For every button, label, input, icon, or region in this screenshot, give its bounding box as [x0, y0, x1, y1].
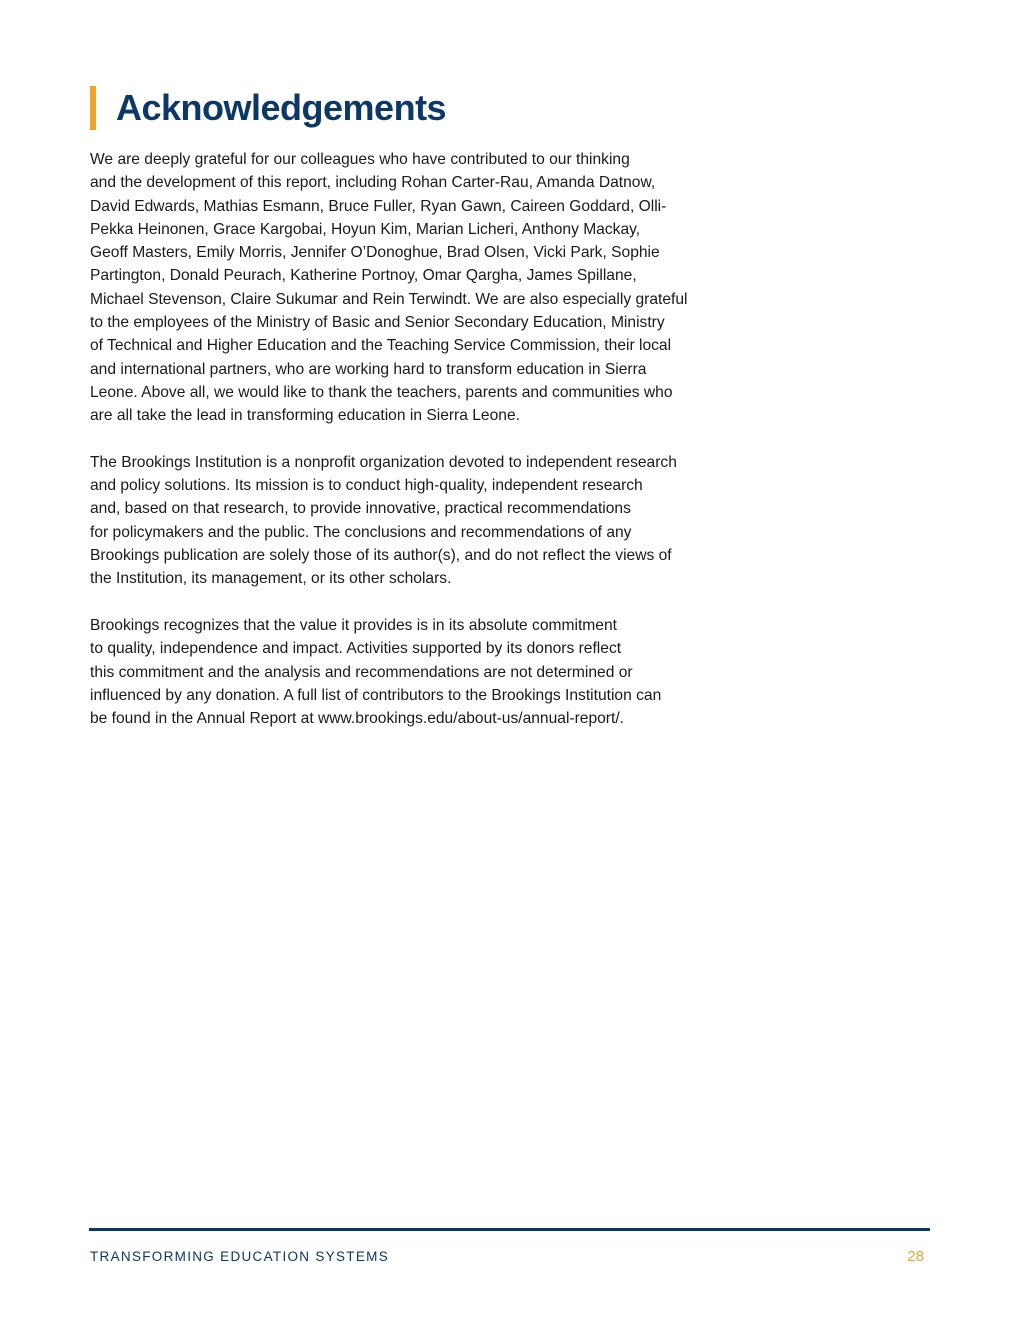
heading-accent-bar — [90, 86, 96, 130]
section-heading — [90, 86, 446, 130]
paragraph-acknowledgements: We are deeply grateful for our colleagues who have contributed to our thinking and the development of this report, including Rohan Carter-Rau, Amanda Datnow, David Edwards, Mathias Esmann, Bruce Fuller, Ryan Gawn, Caireen Goddard, Olli- Pekka Heinonen, Grace Kargobai, Hoyun Kim, Marian Licheri, Anthony Mackay, Geoff Masters, Emily Morris, Jennifer O’Donoghue, Brad Olsen, Vicki Park, Sophie Partington, Donald Peurach, Katherine Portnoy, Omar Qargha, James Spillane, Michael Stevenson, Claire Sukumar and Rein Terwindt. We are also especially grateful to the employees of the Ministry of Basic and Senior Secondary Education, Ministry of Technical and Higher Education and the Teaching Service Commission, their local and international partners, who are working hard to transform education in Sierra Leone. Above all, we would like to thank the teachers, parents and communities who are all take the lead in transforming education in Sierra Leone. — [90, 151, 688, 425]
page-title: Acknowledgements — [116, 87, 447, 128]
paragraph-brookings-commitment: Brookings recognizes that the value it provides is in its absolute commitment to quality, independence and impact. Activities supported by its donors reflect this commitment and the analysis and recommendations are not determined or influenced by any donation. A full list of contributors to the Brookings Institution can be found in the Annual Report at www.brookings.edu/about-us/annual-report/. — [90, 616, 662, 728]
footer-divider — [89, 1228, 930, 1231]
paragraph-brookings-mission: The Brookings Institution is a nonprofit organization devoted to independent research and policy solutions. Its mission is to conduct high-quality, independent research and, based on that research, to provide innovative, practical recommendations for policymakers and the public. The conclusions and recommendations of any Brookings publication are solely those of its author(s), and do not reflect the views of the Institution, its management, or its other scholars. — [90, 453, 677, 588]
page-number: 28 — [907, 1248, 924, 1265]
footer-running-title: TRANSFORMING EDUCATION SYSTEMS — [90, 1249, 390, 1264]
body-text — [90, 148, 730, 754]
